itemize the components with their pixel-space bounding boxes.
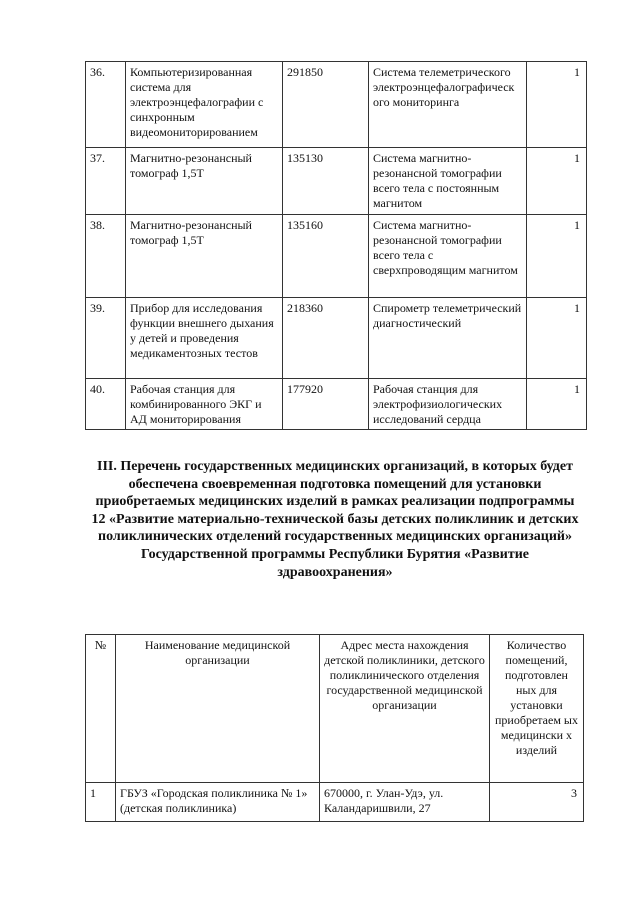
equipment-name: Магнитно-резонансный томограф 1,5Т [126, 148, 283, 215]
org-name: ГБУЗ «Городская поликлиника № 1» (детская поликлиника) [116, 783, 320, 822]
header-number: № [86, 635, 116, 783]
section-heading: III. Перечень государственных медицинских организаций, в которых будет обеспечена своевременная подготовка помещений для установки приобретаемых медицинских изделий в рамках реализации подпрограммы 12 «Развитие материально-технической базы детских поликлиник и детских поликлинических отделений государственных медицинских организаций» Государственной программы Республики Бурятия «Развитие здравоохранения» [91, 459, 579, 580]
equipment-code: 135160 [283, 215, 369, 298]
equipment-description: Система магнитно-резонансной томографии всего тела с постоянным магнитом [369, 148, 527, 215]
equipment-quantity: 1 [527, 148, 587, 215]
table-row [86, 298, 587, 379]
table-row [86, 783, 584, 822]
equipment-description: Спирометр телеметрический диагностический [369, 298, 527, 379]
table-row [86, 379, 587, 430]
equipment-table [85, 61, 587, 430]
equipment-description: Система магнитно-резонансной томографии всего тела с сверхпроводящим магнитом [369, 215, 527, 298]
table-header-row [86, 635, 584, 783]
org-address: 670000, г. Улан-Удэ, ул. Каландаришвили, 27 [320, 783, 490, 822]
table-row [86, 215, 587, 298]
table-row [86, 62, 587, 148]
equipment-quantity: 1 [527, 298, 587, 379]
header-room-count: Количество помещений, подготовлен ных для установки приобретаем ых медицински х изделий [490, 635, 584, 783]
equipment-name: Компьютеризированная система для электроэнцефалографии с синхронным видеомониторированием [126, 62, 283, 148]
equipment-quantity: 1 [527, 215, 587, 298]
row-number: 37. [86, 148, 126, 215]
header-address: Адрес места нахождения детской поликлиники, детского поликлинического отделения государственной медицинской организации [320, 635, 490, 783]
row-number: 40. [86, 379, 126, 430]
equipment-code: 177920 [283, 379, 369, 430]
equipment-description: Система телеметрического электроэнцефалографическ ого мониторинга [369, 62, 527, 148]
org-number: 1 [86, 783, 116, 822]
header-org-name: Наименование медицинской организации [116, 635, 320, 783]
row-number: 38. [86, 215, 126, 298]
organizations-table [85, 634, 584, 822]
table-row [86, 148, 587, 215]
row-number: 39. [86, 298, 126, 379]
equipment-quantity: 1 [527, 62, 587, 148]
equipment-name: Рабочая станция для комбинированного ЭКГ и АД мониторирования [126, 379, 283, 430]
equipment-name: Магнитно-резонансный томограф 1,5Т [126, 215, 283, 298]
org-room-count: 3 [490, 783, 584, 822]
equipment-code: 135130 [283, 148, 369, 215]
equipment-description: Рабочая станция для электрофизиологических исследований сердца [369, 379, 527, 430]
row-number: 36. [86, 62, 126, 148]
equipment-code: 218360 [283, 298, 369, 379]
equipment-code: 291850 [283, 62, 369, 148]
equipment-quantity: 1 [527, 379, 587, 430]
equipment-name: Прибор для исследования функции внешнего дыхания у детей и проведения медикаментозных тестов [126, 298, 283, 379]
